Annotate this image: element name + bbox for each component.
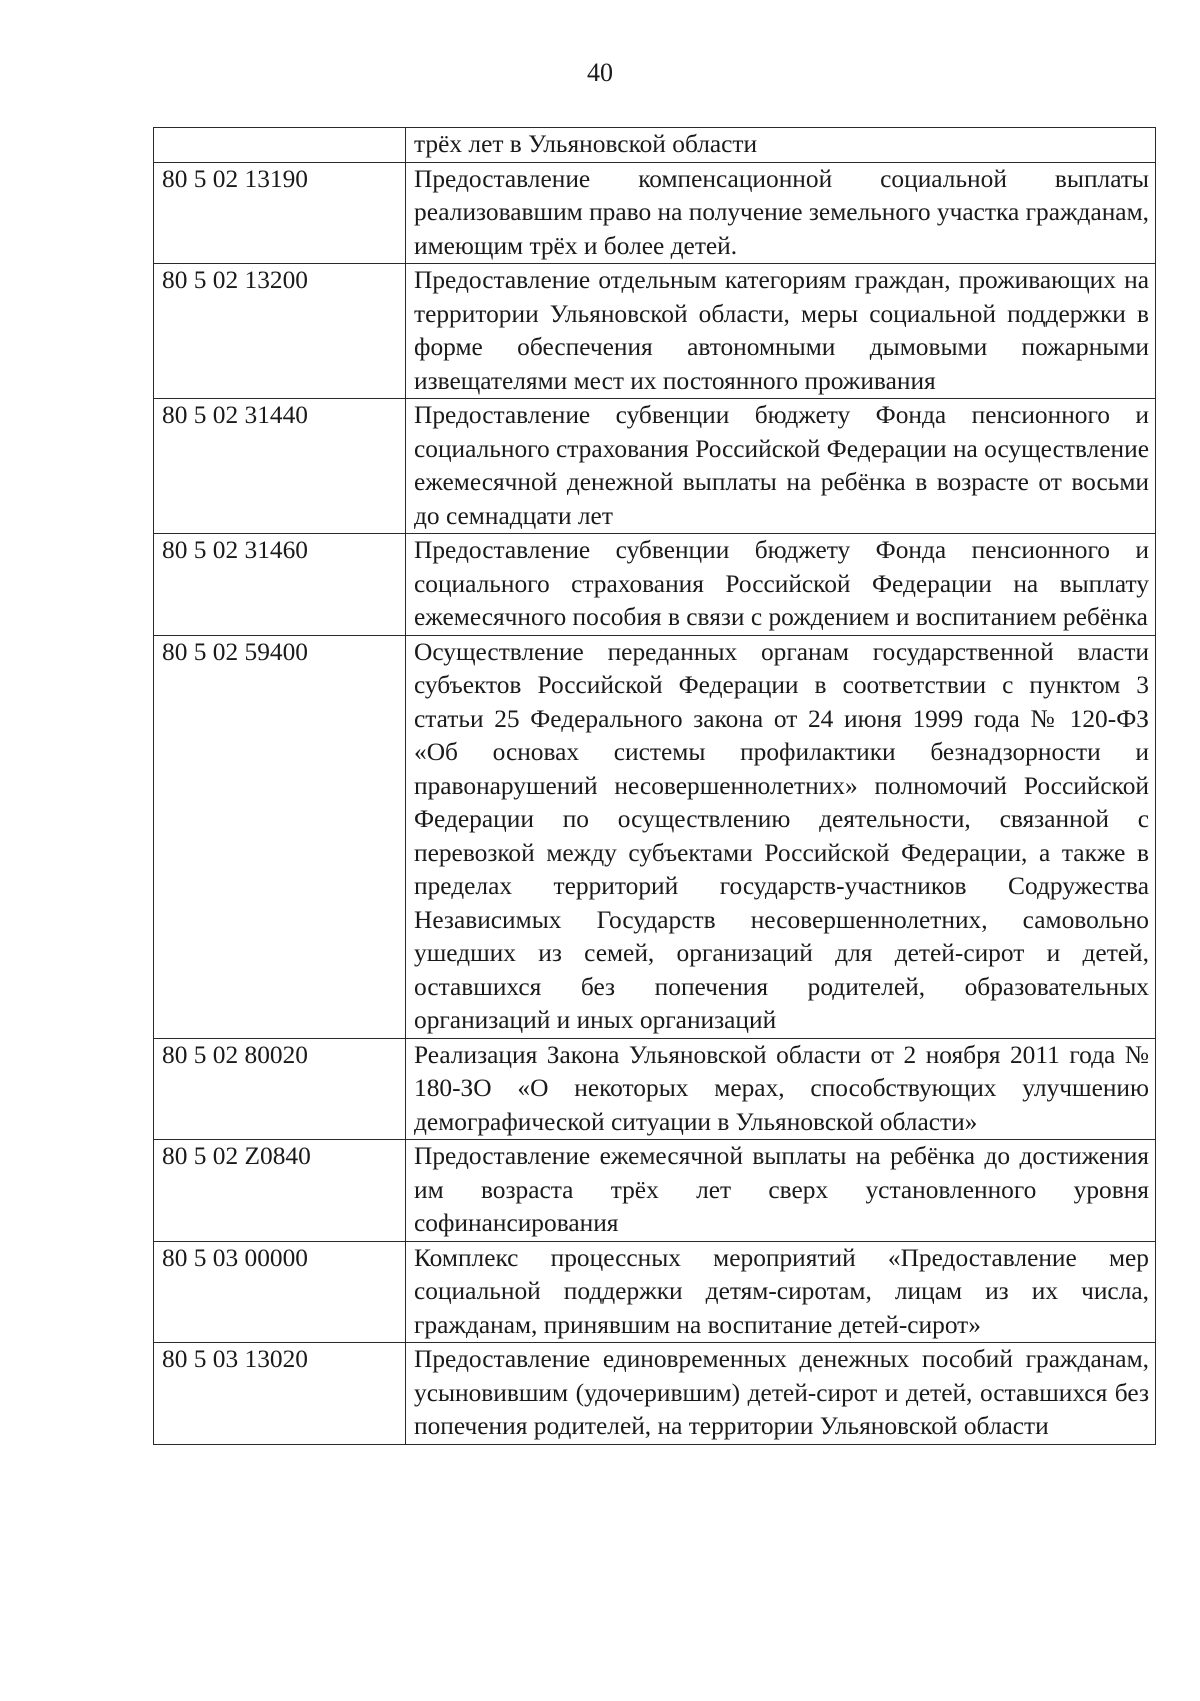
row-code: 80 5 02 31460 bbox=[154, 534, 406, 636]
row-code: 80 5 03 00000 bbox=[154, 1241, 406, 1343]
table-row bbox=[154, 1241, 1156, 1343]
row-description: Комплекс процессных мероприятий «Предоставление мер социальной поддержки детям-сиротам, лицам из их числа, гражданам, принявшим на воспитание детей-сирот» bbox=[406, 1241, 1156, 1343]
page-number: 40 bbox=[587, 58, 613, 87]
table-row bbox=[154, 128, 1156, 163]
row-code: 80 5 02 13200 bbox=[154, 264, 406, 399]
row-code bbox=[154, 128, 406, 163]
budget-classification-table bbox=[153, 127, 1156, 1445]
table-row bbox=[154, 534, 1156, 636]
row-description: Предоставление отдельным категориям граждан, проживающих на территории Ульяновской области, меры социальной поддержки в форме обеспечения автономными дымовыми пожарными извещателями мест их постоянного проживания bbox=[406, 264, 1156, 399]
row-code: 80 5 02 13190 bbox=[154, 162, 406, 264]
row-code: 80 5 02 59400 bbox=[154, 635, 406, 1038]
row-description: Предоставление субвенции бюджету Фонда пенсионного и социального страхования Российской Федерации на осуществление ежемесячной денежной выплаты на ребёнка в возрасте от восьми до семнадцати лет bbox=[406, 399, 1156, 534]
row-description: Осуществление переданных органам государственной власти субъектов Российской Федерации в соответствии с пунктом 3 статьи 25 Федерального закона от 24 июня 1999 года № 120-ФЗ «Об основах системы профилактики безнадзорности и правонарушений несовершеннолетних» полномочий Российской Федерации по осуществлению деятельности, связанной с перевозкой между субъектами Российской Федерации, а также в пределах территорий государств-участников Содружества Независимых Государств несовершеннолетних, самовольно ушедших из семей, организаций для детей-сирот и детей, оставшихся без попечения родителей, образовательных организаций и иных организаций bbox=[406, 635, 1156, 1038]
table-row bbox=[154, 264, 1156, 399]
row-code: 80 5 02 80020 bbox=[154, 1038, 406, 1140]
table-row bbox=[154, 399, 1156, 534]
row-description: Предоставление субвенции бюджету Фонда пенсионного и социального страхования Российской Федерации на выплату ежемесячного пособия в связи с рождением и воспитанием ребёнка bbox=[406, 534, 1156, 636]
table-row bbox=[154, 635, 1156, 1038]
table-row bbox=[154, 162, 1156, 264]
table-row bbox=[154, 1038, 1156, 1140]
row-description: Реализация Закона Ульяновской области от 2 ноября 2011 года № 180-ЗО «О некоторых мерах, способствующих улучшению демографической ситуации в Ульяновской области» bbox=[406, 1038, 1156, 1140]
row-description: Предоставление единовременных денежных пособий гражданам, усыновившим (удочерившим) детей-сирот и детей, оставшихся без попечения родителей, на территории Ульяновской области bbox=[406, 1343, 1156, 1445]
row-description: трёх лет в Ульяновской области bbox=[406, 128, 1156, 163]
table-row bbox=[154, 1343, 1156, 1445]
row-code: 80 5 02 31440 bbox=[154, 399, 406, 534]
row-description: Предоставление компенсационной социальной выплаты реализовавшим право на получение земельного участка гражданам, имеющим трёх и более детей. bbox=[406, 162, 1156, 264]
row-code: 80 5 02 Z0840 bbox=[154, 1140, 406, 1242]
row-description: Предоставление ежемесячной выплаты на ребёнка до достижения им возраста трёх лет сверх установленного уровня софинансирования bbox=[406, 1140, 1156, 1242]
row-code: 80 5 03 13020 bbox=[154, 1343, 406, 1445]
table-row bbox=[154, 1140, 1156, 1242]
